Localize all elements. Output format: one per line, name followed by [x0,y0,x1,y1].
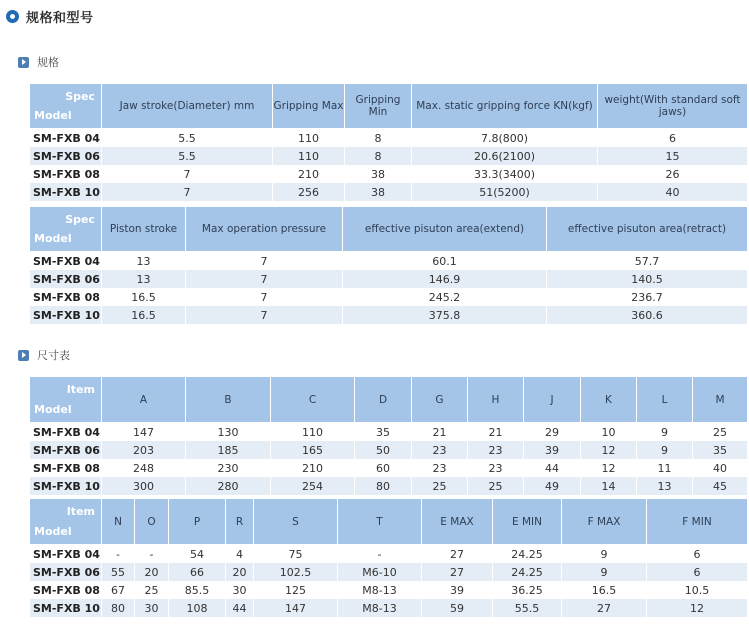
table-cell: 130 [186,423,271,442]
table-cell: 12 [581,459,637,477]
table-cell: 25 [468,477,524,495]
page-title [6,5,94,27]
model-cell: SM-FXB 08 [30,581,102,599]
table-cell: 23 [468,459,524,477]
table-cell: 33.3(3400) [412,165,598,183]
column-header: O [135,499,169,545]
column-header: Gripping Max [273,84,345,129]
model-cell: SM-FXB 08 [30,459,102,477]
table-row [30,129,748,148]
table-cell: 110 [273,147,345,165]
column-header: A [102,377,186,423]
table-cell: 7 [102,165,273,183]
table-cell: M8-13 [338,599,422,617]
corner-header: Spec Model [30,84,102,129]
table-row [30,545,748,564]
table-cell: 165 [271,441,355,459]
column-header: Gripping Min [345,84,412,129]
table-cell: M6-10 [338,563,422,581]
table-cell: 26 [598,165,748,183]
model-cell: SM-FXB 04 [30,129,102,148]
column-header: Piston stroke [102,207,186,252]
table-cell: 23 [468,441,524,459]
table-row [30,477,748,495]
table-cell: 210 [273,165,345,183]
table-row [30,183,748,201]
column-header: G [412,377,468,423]
table-cell: 25 [412,477,468,495]
table-cell: 49 [524,477,581,495]
column-header: R [226,499,254,545]
table-cell: 80 [355,477,412,495]
table-cell: 25 [135,581,169,599]
table-cell: 13 [637,477,693,495]
section-dim-heading [18,346,70,364]
model-cell: SM-FXB 04 [30,545,102,564]
table-cell: 51(5200) [412,183,598,201]
table-cell: 280 [186,477,271,495]
column-header: E MAX [422,499,493,545]
table-cell: 245.2 [343,288,547,306]
table-cell: 13 [102,270,186,288]
column-header: J [524,377,581,423]
corner-header: Spec Model [30,207,102,252]
column-header: L [637,377,693,423]
table-cell: 147 [254,599,338,617]
table-cell: 110 [273,129,345,148]
section-spec-heading [18,53,59,71]
column-header: weight(With standard soft jaws) [598,84,748,129]
table-cell: 39 [422,581,493,599]
table-cell: 35 [355,423,412,442]
table-cell: 50 [355,441,412,459]
column-header: E MIN [493,499,562,545]
table-cell: 30 [135,599,169,617]
table-cell: 39 [524,441,581,459]
table-cell: 7.8(800) [412,129,598,148]
model-cell: SM-FXB 04 [30,252,102,271]
dimension-table-2 [29,498,748,617]
table-cell: 60 [355,459,412,477]
column-header: Max operation pressure [186,207,343,252]
table-cell: 185 [186,441,271,459]
table-cell: 44 [226,599,254,617]
table-cell: 36.25 [493,581,562,599]
table-cell: 108 [169,599,226,617]
table-cell: 300 [102,477,186,495]
table-cell: - [135,545,169,564]
table-cell: 248 [102,459,186,477]
table-row [30,581,748,599]
dimension-table-1 [29,376,748,495]
table-cell: 5.5 [102,147,273,165]
model-cell: SM-FXB 10 [30,477,102,495]
table-cell: 6 [647,563,748,581]
table-row [30,288,748,306]
table-cell: 147 [102,423,186,442]
table-row [30,441,748,459]
table-cell: 9 [637,423,693,442]
corner-header: Item Model [30,377,102,423]
arrow-bullet-icon [18,57,29,68]
column-header: S [254,499,338,545]
table-cell: 13 [102,252,186,271]
model-cell: SM-FXB 06 [30,147,102,165]
table-row [30,423,748,442]
table-cell: 24.25 [493,563,562,581]
table-cell: 110 [271,423,355,442]
table-cell: 256 [273,183,345,201]
table-cell: 12 [581,441,637,459]
table-cell: 20 [226,563,254,581]
table-cell: 44 [524,459,581,477]
circle-bullet-icon [6,10,19,23]
table-cell: 9 [562,563,647,581]
table-cell: 38 [345,165,412,183]
column-header: C [271,377,355,423]
model-cell: SM-FXB 10 [30,306,102,324]
column-header: M [693,377,748,423]
column-header: D [355,377,412,423]
table-cell: 29 [524,423,581,442]
table-cell: 80 [102,599,135,617]
table-row [30,563,748,581]
model-cell: SM-FXB 04 [30,423,102,442]
table-cell: 45 [693,477,748,495]
table-cell: 66 [169,563,226,581]
table-row [30,306,748,324]
table-cell: 146.9 [343,270,547,288]
table-row [30,252,748,271]
table-cell: - [338,545,422,564]
table-cell: 6 [598,129,748,148]
table-cell: 27 [422,545,493,564]
model-cell: SM-FXB 08 [30,165,102,183]
table-cell: 27 [422,563,493,581]
table-cell: 55 [102,563,135,581]
table-cell: 7 [102,183,273,201]
table-cell: 102.5 [254,563,338,581]
column-header: N [102,499,135,545]
table-cell: 24.25 [493,545,562,564]
table-cell: 23 [412,459,468,477]
table-row [30,599,748,617]
table-cell: 210 [271,459,355,477]
table-cell: 360.6 [547,306,748,324]
table-cell: 12 [647,599,748,617]
table-cell: 230 [186,459,271,477]
table-cell: 20 [135,563,169,581]
column-header: K [581,377,637,423]
table-cell: 25 [693,423,748,442]
column-header: F MIN [647,499,748,545]
table-cell: 21 [412,423,468,442]
column-header: effective pisuton area(extend) [343,207,547,252]
table-cell: 10 [581,423,637,442]
table-cell: 85.5 [169,581,226,599]
table-cell: 35 [693,441,748,459]
section-spec-label: 规格 [37,56,59,69]
spec-table-1 [29,83,748,201]
column-header: H [468,377,524,423]
table-cell: 16.5 [562,581,647,599]
table-cell: 40 [598,183,748,201]
column-header: B [186,377,271,423]
table-cell: - [102,545,135,564]
table-row [30,165,748,183]
model-cell: SM-FXB 06 [30,441,102,459]
table-cell: 254 [271,477,355,495]
table-cell: 16.5 [102,306,186,324]
column-header: P [169,499,226,545]
table-cell: 125 [254,581,338,599]
column-header: T [338,499,422,545]
table-cell: 4 [226,545,254,564]
column-header: Jaw stroke(Diameter) mm [102,84,273,129]
table-cell: 60.1 [343,252,547,271]
table-cell: 57.7 [547,252,748,271]
table-cell: 54 [169,545,226,564]
table-cell: 11 [637,459,693,477]
arrow-bullet-icon [18,350,29,361]
page-title-text: 规格和型号 [26,10,94,26]
model-cell: SM-FXB 08 [30,288,102,306]
table-cell: 30 [226,581,254,599]
table-cell: 375.8 [343,306,547,324]
column-header: effective pisuton area(retract) [547,207,748,252]
table-cell: 38 [345,183,412,201]
table-cell: 23 [412,441,468,459]
column-header: F MAX [562,499,647,545]
model-cell: SM-FXB 10 [30,599,102,617]
table-cell: 59 [422,599,493,617]
table-cell: 8 [345,129,412,148]
table-row [30,147,748,165]
table-cell: 67 [102,581,135,599]
table-cell: 40 [693,459,748,477]
spec-table-2 [29,206,748,324]
table-cell: 14 [581,477,637,495]
table-cell: 5.5 [102,129,273,148]
table-cell: 7 [186,270,343,288]
table-cell: 21 [468,423,524,442]
table-cell: 9 [637,441,693,459]
table-cell: 140.5 [547,270,748,288]
column-header: Max. static gripping force KN(kgf) [412,84,598,129]
table-row [30,459,748,477]
table-cell: 15 [598,147,748,165]
table-cell: 10.5 [647,581,748,599]
table-cell: 55.5 [493,599,562,617]
table-cell: 236.7 [547,288,748,306]
section-dim-label: 尺寸表 [37,349,70,362]
table-cell: M8-13 [338,581,422,599]
table-cell: 8 [345,147,412,165]
table-cell: 6 [647,545,748,564]
table-cell: 20.6(2100) [412,147,598,165]
corner-header: Item Model [30,499,102,545]
model-cell: SM-FXB 10 [30,183,102,201]
model-cell: SM-FXB 06 [30,270,102,288]
model-cell: SM-FXB 06 [30,563,102,581]
table-row [30,270,748,288]
table-cell: 16.5 [102,288,186,306]
table-cell: 75 [254,545,338,564]
table-cell: 7 [186,288,343,306]
table-cell: 203 [102,441,186,459]
table-cell: 7 [186,306,343,324]
table-cell: 7 [186,252,343,271]
table-cell: 27 [562,599,647,617]
table-cell: 9 [562,545,647,564]
